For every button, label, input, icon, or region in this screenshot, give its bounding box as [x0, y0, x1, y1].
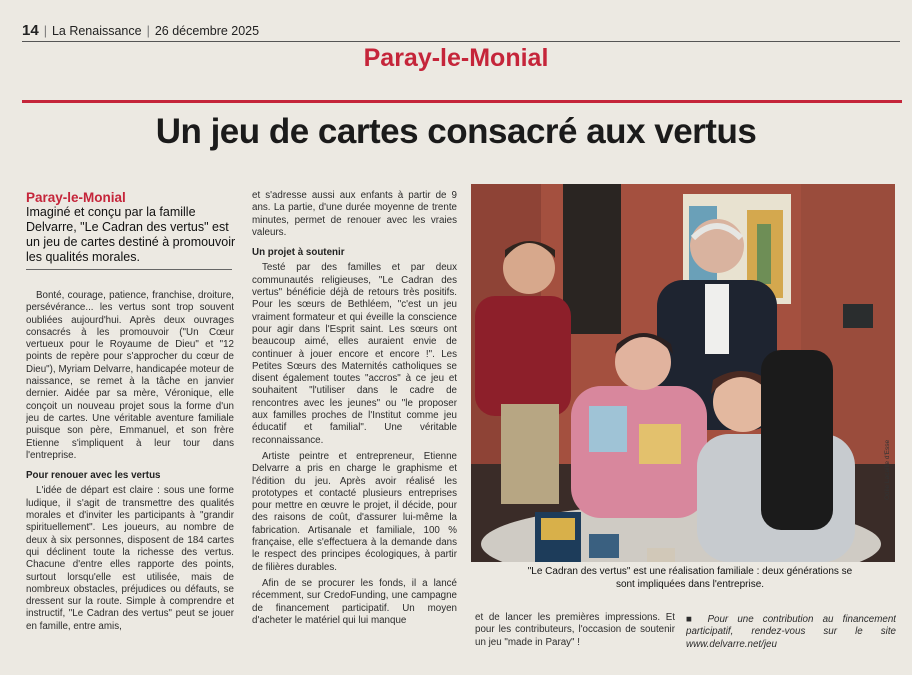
- header-rule: [22, 41, 900, 42]
- newspaper-name: La Renaissance: [51, 24, 142, 38]
- family-photo-illustration: [471, 184, 895, 562]
- photo-credit: Odile Lacaille d'Esse: [884, 439, 891, 500]
- chapeau-lead: Imaginé et conçu par la famille Delvarre, "Le Cadran des vertus" est un jeu de cartes destiné à promouvoir les qualités morales.: [26, 205, 236, 264]
- section-title: Paray-le-Monial: [363, 44, 549, 72]
- page-number: 14: [22, 22, 39, 39]
- chapeau-location: Paray-le-Monial: [26, 190, 126, 205]
- paragraph: Artiste peintre et entrepreneur, Etienne Delvarre a pris en charge le graphisme et l'édition du jeu. Après avoir réalisé les prototypes et contacté plusieurs entreprises pour mettre en œuvre le projet, il décide, pour des raisons de coût, d'assurer lui-même la fabrication. Artisanale et familiale, 100 % française, elle s'effectuera à la demande dans le respect des principes écologiques, à partir de filières durables.: [252, 450, 457, 573]
- article-headline: Un jeu de cartes consacré aux vertus: [155, 112, 757, 151]
- square-bullet-icon: ■: [686, 614, 708, 625]
- paragraph: Bonté, courage, patience, franchise, droiture, persévérance... les vertus sont trop souvent oubliées aujourd'hui. Après deux ouvrages consacrés à les promouvoir ("Un Cœur vertueux pour le Royaume de Dieu" et "12 points de repère pour s'approcher du cœur de Dieu"), Myriam Delvarre, handicapée moteur de naissance, se remet à la tâche en janvier dernier. Aidée par sa mère, Véronique, elle conçoit un nouveau projet sous la forme d'un jeu de cartes. Une véritable aventure familiale puisque son père, Emmanuel, et son frère Etienne s'impliquent à leur tour dans l'entreprise.: [26, 290, 234, 461]
- info-text-content: Pour une contribution au financement participatif, rendez-vous sur le site www.delvarre.net/jeu: [686, 614, 896, 650]
- info-box: [686, 614, 896, 674]
- chapeau-rule: [26, 269, 232, 270]
- issue-date: 26 décembre 2025: [154, 24, 260, 38]
- photo-caption: "Le Cadran des vertus" est une réalisation familiale : deux générations se sont impliquées dans l'entreprise.: [527, 566, 853, 590]
- subheading: Pour renouer avec les vertus: [26, 470, 161, 482]
- paragraph: Testé par des familles et par deux communautés religieuses, "Le Cadran des vertus" bénéficie déjà de retours très positifs. Pour les sœurs de Bethléem, "c'est un jeu vraiment formateur et qui éveille la conscience pour agir dans l'Esprit saint. Les sœurs ont beaucoup aimé, elles auraient envie de continuer à jouer encore et encore !". Les Petites Sœurs des Maternités catholiques se disent également toutes "accros" à ce jeu et souhaitent "l'utiliser dans le cadre de rencontres avec les jeunes" ou "le proposer aux familles proches de l'Institut comme jeu éducatif et familial". Une véritable reconnaissance.: [252, 262, 457, 446]
- info-text: [686, 614, 896, 651]
- subheading: Un projet à soutenir: [252, 247, 345, 259]
- paragraph: L'idée de départ est claire : sous une forme ludique, il s'agit de transmettre des qualités morales et d'inviter les participants à "grandir spirituellement". Les joueurs, au nombre de deux à six personnes, disposent de 184 cartes qui déclinent toute la richesse des vertus. Chacune d'entre elles rapporte des points, surtout lorsqu'elle est utilisée, mais de nombreux obstacles, préjudices ou défauts, se dressent sur la route. Simple à comprendre et instructif, "Le Cadran des vertus" peut se jouer en famille, entre amis,: [26, 485, 234, 632]
- article-column-3: [475, 612, 675, 672]
- article-column-1: [26, 290, 234, 668]
- section-rule: [22, 100, 902, 103]
- article-chapeau: [26, 190, 241, 265]
- masthead: 14 | La Renaissance | 26 décembre 2025: [22, 22, 260, 39]
- article-column-2: [252, 190, 457, 668]
- paragraph: Afin de se procurer les fonds, il a lancé récemment, sur CredoFunding, une campagne de financement participatif. Un moyen d'acheter le matériel qui lui manque: [252, 577, 457, 626]
- article-photo: [471, 184, 895, 562]
- paragraph: et s'adresse aussi aux enfants à partir de 9 ans. La partie, d'une durée moyenne de trente minutes, permet de renouer avec les vraies valeurs.: [252, 190, 457, 238]
- paragraph: et de lancer les premières impressions. Et pour les contributeurs, l'occasion de soutenir un jeu "made in Paray" !: [475, 612, 675, 648]
